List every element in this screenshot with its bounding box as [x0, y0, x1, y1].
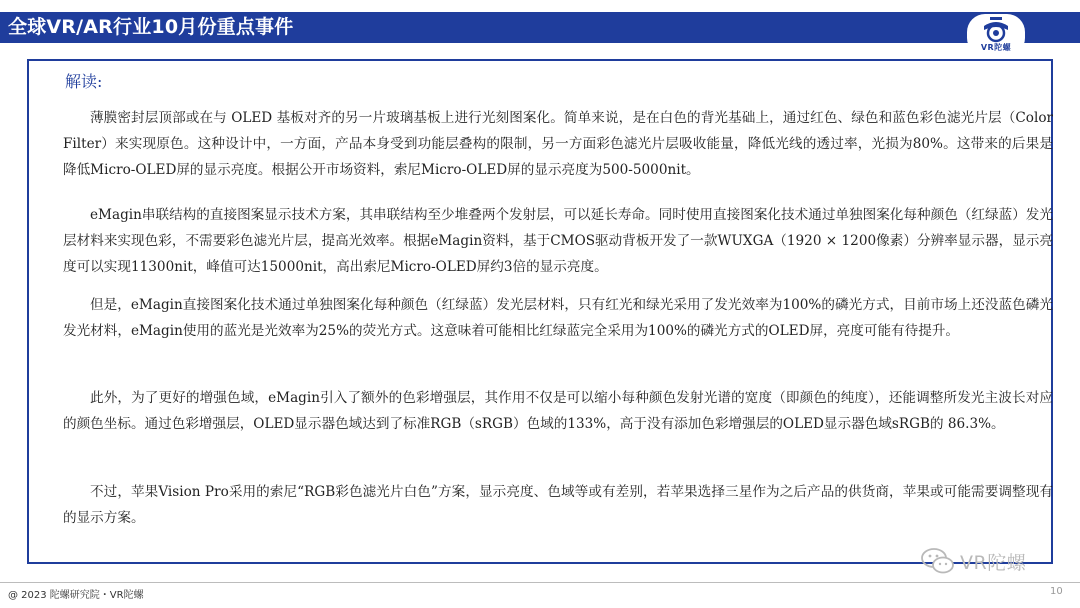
page-title: 全球VR/AR行业10月份重点事件	[8, 16, 294, 38]
copyright-text: @ 2023 陀螺研究院・VR陀螺	[8, 590, 144, 601]
brand-logo	[967, 14, 1025, 56]
footer-divider	[0, 582, 1080, 583]
paragraph-2: eMagin串联结构的直接图案显示技术方案，其串联结构至少堆叠两个发射层，可以延长寿命。同时使用直接图案化技术通过单独图案化每种颜色（红绿蓝）发光层材料来实现色彩，不需要彩色滤光片层，提高光效率。根据eMagin资料，基于CMOS驱动背板开发了一款WUXGA（1920 × 1200像素）分辨率显示器，显示亮度可以实现11300nit，峰值可达15000nit，高出索尼Micro-OLED屏约3倍的显示亮度。	[63, 207, 1053, 275]
paragraph-3: 但是，eMagin直接图案化技术通过单独图案化每种颜色（红绿蓝）发光层材料，只有红光和绿光采用了发光效率为100%的磷光方式，目前市场上还没蓝色磷光发光材料，eMagin使用的蓝光是光效率为25%的荧光方式。这意味着可能相比红绿蓝完全采用为100%的磷光方式的OLED屏，亮度可能有待提升。	[63, 297, 1053, 339]
watermark	[920, 546, 1060, 576]
header	[0, 12, 1080, 52]
paragraph-4: 此外，为了更好的增强色域，eMagin引入了额外的色彩增强层，其作用不仅是可以缩小每种颜色发射光谱的宽度（即颜色的纯度），还能调整所发光主波长对应的颜色坐标。通过色彩增强层，OLED显示器色域达到了标准RGB（sRGB）色域的133%，高于没有添加色彩增强层的OLED显示器色域sRGB的 86.3%。	[63, 390, 1053, 432]
section-label: 解读:	[65, 72, 103, 91]
watermark-text: VR陀螺	[960, 552, 1027, 574]
content-panel	[27, 59, 1053, 564]
paragraph-5: 不过，苹果Vision Pro采用的索尼“RGB彩色滤光片白色”方案，显示亮度、色域等或有差别，若苹果选择三星作为之后产品的供货商，苹果或可能需要调整现有的显示方案。	[63, 484, 1053, 526]
vr-headset-icon	[980, 16, 1012, 44]
page-number: 10	[1050, 586, 1063, 597]
logo-text: VR陀螺	[980, 43, 1012, 52]
paragraph-1: 薄膜密封层顶部或在与 OLED 基板对齐的另一片玻璃基板上进行光刻图案化。简单来说，是在白色的背光基础上，通过红色、绿色和蓝色彩色滤光片层（Color Filter）来实现原色。这种设计中，一方面，产品本身受到功能层叠构的限制，另一方面彩色滤光片层吸收能量，降低光线的透过率，光损为80%。这带来的后果是降低Micro-OLED屏的显示亮度。根据公开市场资料，索尼Micro-OLED屏的显示亮度为500-5000nit。	[63, 110, 1053, 178]
wechat-icon	[920, 546, 956, 576]
